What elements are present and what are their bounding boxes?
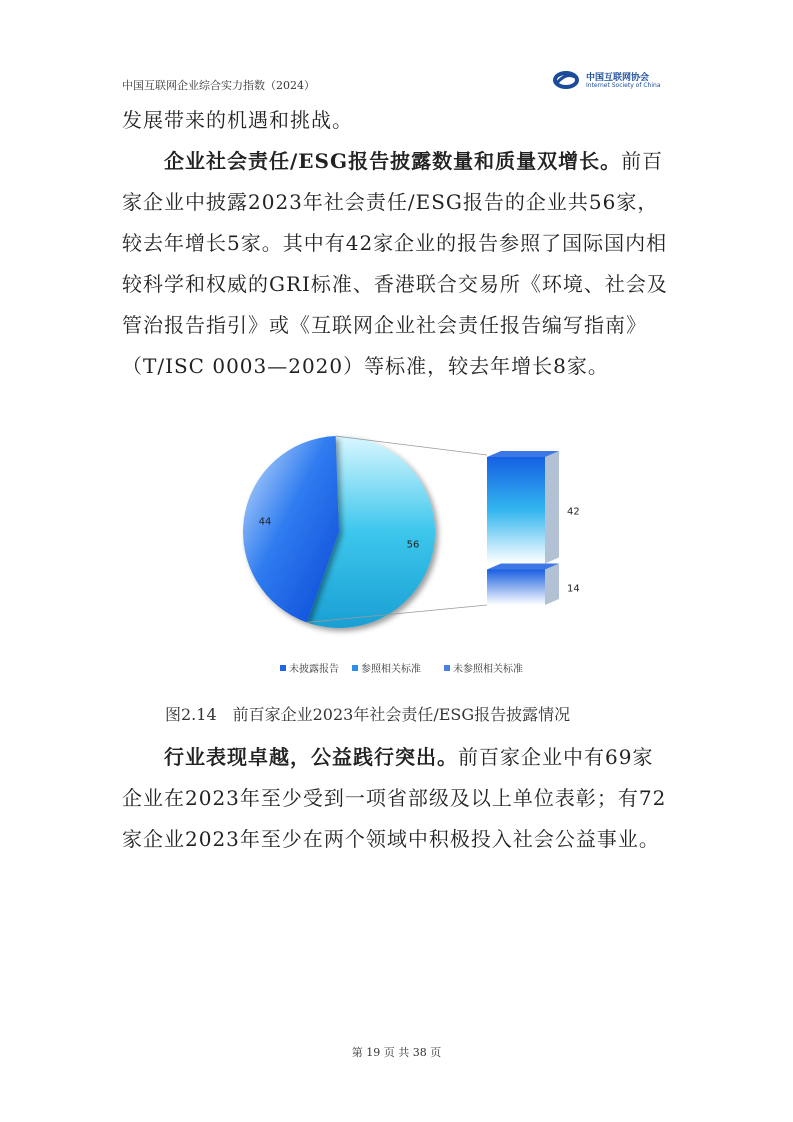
legend-label: 未参照相关标准 bbox=[453, 664, 523, 675]
paragraph-3-body: 前百家企业中有69家企业在2023年至少受到一项省部级及以上单位表彰；有72家企业2023年至少在两个领域中积极投入社会公益事业。 bbox=[122, 745, 667, 851]
paragraph-3 bbox=[122, 737, 674, 860]
isc-logo bbox=[552, 68, 662, 94]
breakdown-bar-segment bbox=[487, 570, 545, 606]
isc-logo-icon bbox=[552, 68, 580, 92]
legend-label: 未披露报告 bbox=[289, 664, 339, 675]
esg-disclosure-chart bbox=[232, 425, 592, 685]
paragraph-1: 发展带来的机遇和挑战。 bbox=[122, 108, 353, 132]
logo-text-en: Internet Society of China bbox=[586, 82, 661, 89]
paragraph-2-body: 前百家企业中披露2023年社会责任/ESG报告的企业共56家，较去年增长5家。其中有42家企业的报告参照了国际国内相较科学和权威的GRI标准、香港联合交易所《环境、社会及管治报告指引》或《互联网企业社会责任报告编写指南》（T/ISC 0003—2020）等标准，较去年增长8家。 bbox=[122, 149, 668, 378]
figure-caption: 图2.14 前百家企业2023年社会责任/ESG报告披露情况 bbox=[165, 705, 571, 724]
legend-swatch bbox=[280, 665, 286, 671]
breakdown-data-label: 14 bbox=[567, 583, 580, 595]
legend-swatch bbox=[352, 665, 358, 671]
breakdown-bar-side bbox=[545, 564, 559, 606]
header-title: 中国互联网企业综合实力指数（2024） bbox=[122, 79, 315, 92]
page-number: 第 19 页 共 38 页 bbox=[351, 1046, 442, 1059]
pie-data-label: 44 bbox=[258, 516, 272, 528]
pie-data-label: 56 bbox=[406, 539, 420, 551]
breakdown-data-label: 42 bbox=[567, 506, 580, 518]
paragraph-2 bbox=[122, 141, 674, 387]
paragraph-2-lead: 企业社会责任/ESG报告披露数量和质量双增长。 bbox=[164, 149, 622, 173]
legend-label: 参照相关标准 bbox=[361, 664, 421, 675]
legend-swatch bbox=[444, 665, 450, 671]
breakdown-bar-segment bbox=[487, 457, 545, 564]
page-header bbox=[122, 68, 662, 96]
breakdown-bar-side bbox=[545, 451, 559, 564]
paragraph-3-lead: 行业表现卓越，公益践行突出。 bbox=[164, 745, 458, 769]
logo-text-cn: 中国互联网协会 bbox=[586, 73, 650, 83]
